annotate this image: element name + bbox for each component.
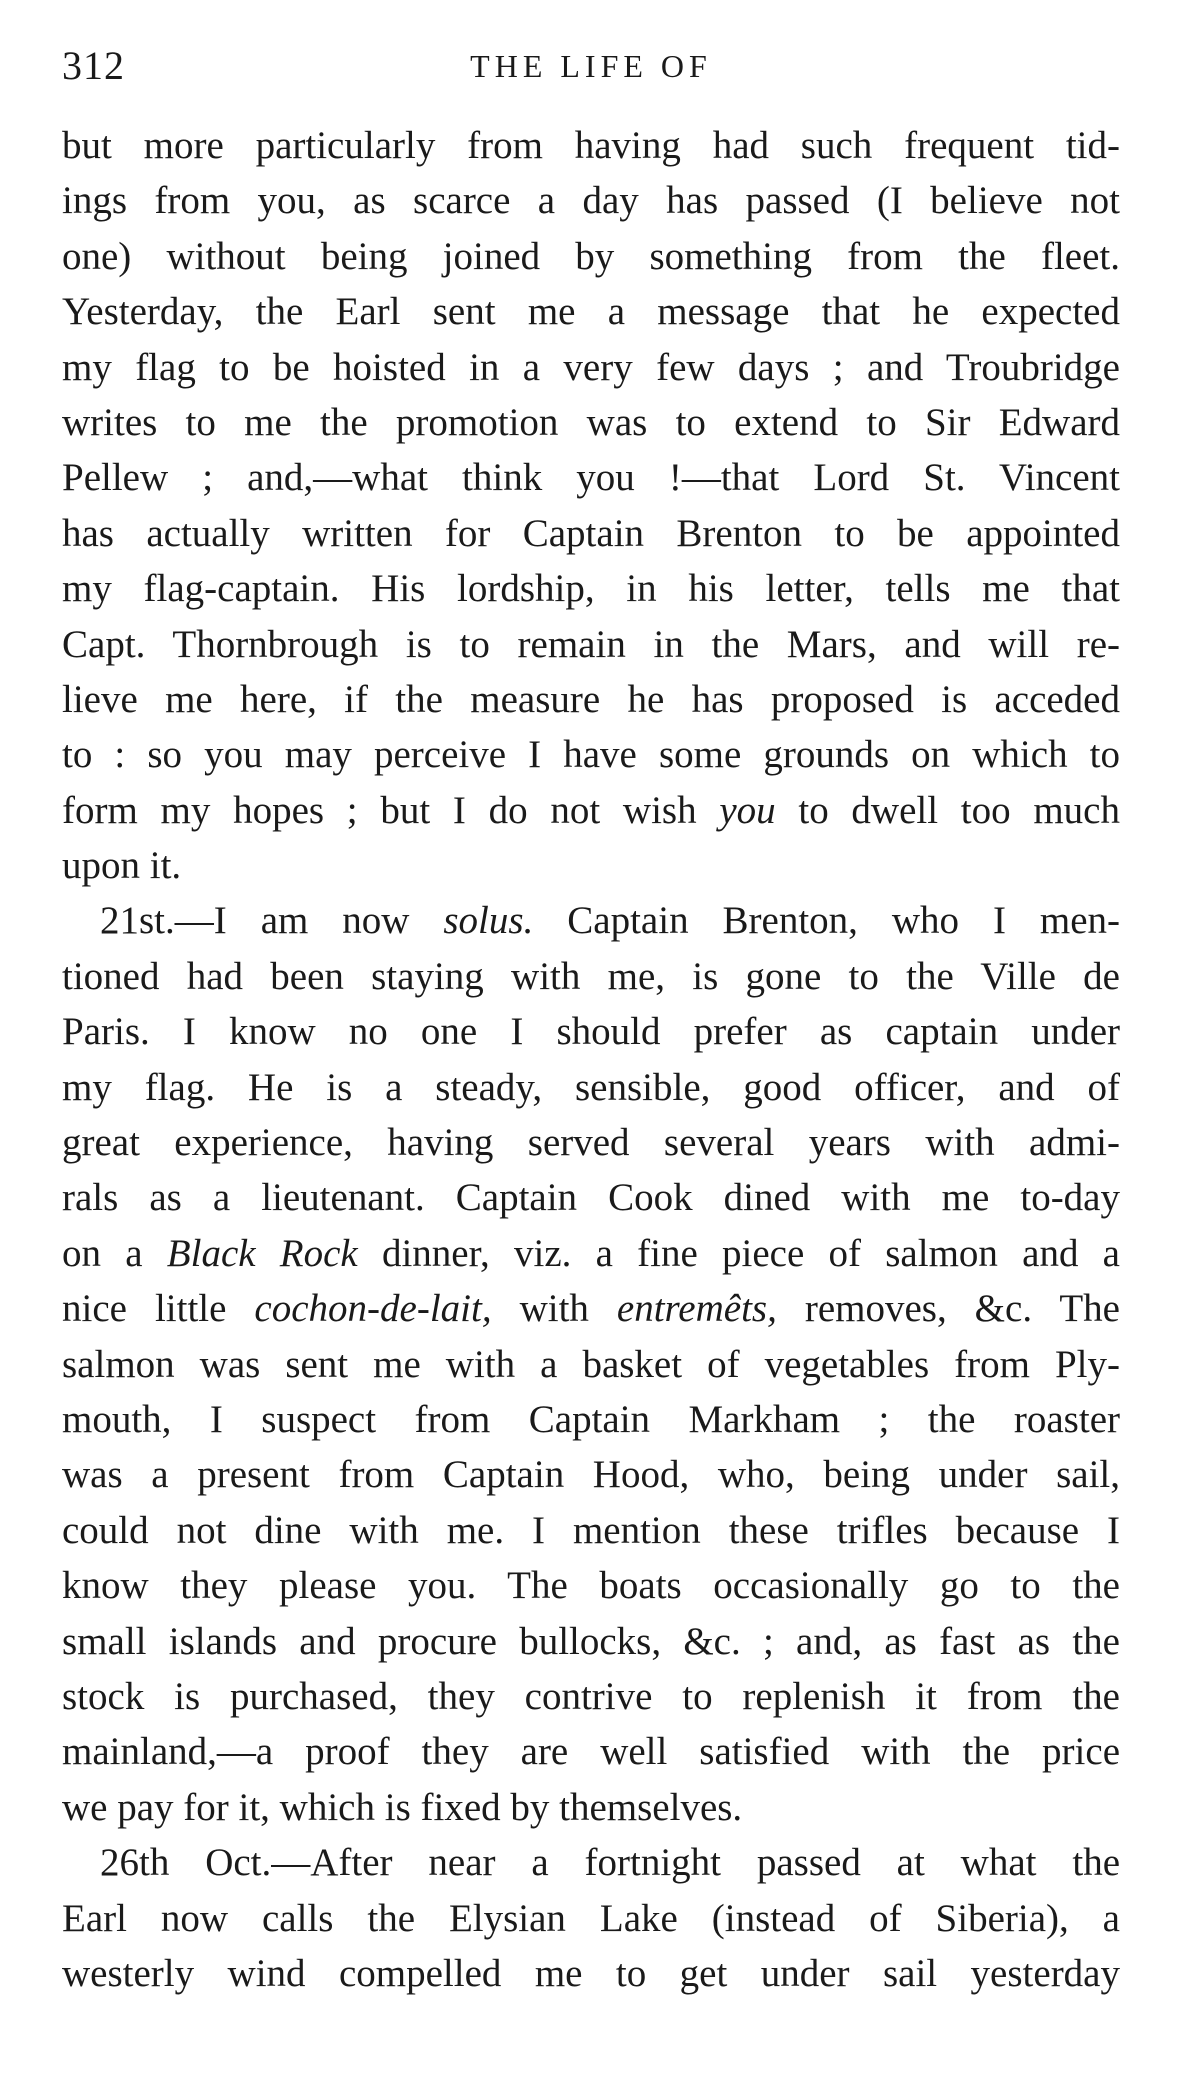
text-line: [62, 893, 1120, 948]
text-segment: Yesterday, the Earl sent me a message that he expected: [62, 290, 1120, 334]
italic-text: entremêts,: [616, 1287, 777, 1331]
italic-text: cochon-de-lait,: [254, 1287, 492, 1331]
text-segment: nice little: [62, 1287, 255, 1331]
text-line: [62, 838, 1120, 893]
text-line: [62, 1724, 1120, 1779]
text-line: [62, 672, 1120, 727]
text-segment: westerly wind compelled me to get under sail yesterday: [62, 1951, 1120, 1995]
text-segment: stock is purchased, they contrive to replenish it from the: [62, 1674, 1120, 1718]
text-segment: small islands and procure bullocks, &c. ; and, as fast as the: [62, 1619, 1120, 1663]
page-number: 312: [62, 43, 125, 88]
text-segment: Pellew ; and,—what think you !—that Lord St. Vincent: [62, 456, 1120, 500]
text-line: [62, 1669, 1120, 1724]
text-segment: but more particularly from having had such frequent tid-: [62, 124, 1120, 167]
text-line: [62, 1281, 1120, 1336]
text-segment: one) without being joined by something from the fleet.: [62, 234, 1120, 278]
text-segment: rals as a lieutenant. Captain Cook dined with me to-day: [62, 1176, 1120, 1220]
italic-text: you: [719, 788, 776, 832]
page-header: [62, 38, 1120, 94]
text-line: [62, 340, 1120, 395]
text-line: [62, 395, 1120, 450]
text-line: [62, 727, 1120, 782]
italic-text: Black Rock: [166, 1231, 358, 1275]
text-line: [62, 1558, 1120, 1613]
text-segment: salmon was sent me with a basket of vegetables from Ply-: [62, 1342, 1120, 1386]
text-line: [62, 783, 1120, 838]
text-segment: mouth, I suspect from Captain Markham ; the roaster: [62, 1397, 1120, 1441]
text-segment: has actually written for Captain Brenton to be appointed: [62, 511, 1120, 555]
text-segment: on a: [62, 1231, 167, 1275]
text-segment: we pay for it, which is fixed by themselves.: [62, 1785, 743, 1829]
text-line: [62, 1004, 1120, 1059]
text-segment: dinner, viz. a fine piece of salmon and a: [357, 1231, 1120, 1275]
text-line: [62, 1946, 1120, 2001]
text-segment: my flag. He is a steady, sensible, good officer, and of: [62, 1065, 1120, 1109]
text-segment: 26th Oct.—After near a fortnight passed at what the: [100, 1841, 1120, 1885]
text-segment: 21st.—I am now: [100, 899, 444, 943]
text-segment: upon it.: [62, 844, 182, 888]
text-line: [62, 450, 1120, 505]
body-text: [62, 118, 1120, 2001]
text-line: [62, 173, 1120, 228]
text-segment: writes to me the promotion was to extend to Sir Edward: [62, 400, 1120, 444]
text-segment: my flag-captain. His lordship, in his letter, tells me that: [62, 567, 1120, 611]
text-line: [62, 1447, 1120, 1502]
text-segment: Captain Brenton, who I men-: [533, 899, 1120, 943]
text-line: [62, 1891, 1120, 1946]
text-line: [62, 1337, 1120, 1392]
text-segment: with: [491, 1287, 617, 1331]
text-segment: ings from you, as scarce a day has passed (I believe not: [62, 179, 1120, 223]
text-segment: know they please you. The boats occasionally go to the: [62, 1564, 1120, 1608]
text-line: [62, 1780, 1120, 1835]
text-segment: to dwell too much: [775, 788, 1120, 832]
text-segment: could not dine with me. I mention these trifles because I: [62, 1508, 1120, 1552]
text-line: [62, 949, 1120, 1004]
text-line: [62, 229, 1120, 284]
text-segment: form my hopes ; but I do not wish: [62, 788, 720, 832]
text-segment: my flag to be hoisted in a very few days ; and Troubridge: [62, 345, 1120, 389]
text-segment: Paris. I know no one I should prefer as captain under: [62, 1010, 1120, 1054]
text-line: [62, 1115, 1120, 1170]
text-line: [62, 561, 1120, 616]
text-line: [62, 1503, 1120, 1558]
text-line: [62, 1060, 1120, 1115]
italic-text: solus.: [443, 899, 534, 943]
text-line: [62, 1835, 1120, 1890]
text-line: [62, 1614, 1120, 1669]
text-line: [62, 1170, 1120, 1225]
text-line: [62, 506, 1120, 561]
text-line: [62, 617, 1120, 672]
text-segment: mainland,—a proof they are well satisfied with the price: [62, 1730, 1120, 1774]
text-segment: was a present from Captain Hood, who, being under sail,: [62, 1453, 1120, 1497]
text-line: [62, 284, 1120, 339]
text-line: [62, 1392, 1120, 1447]
text-line: [62, 1226, 1120, 1281]
text-segment: great experience, having served several years with admi-: [62, 1121, 1120, 1165]
text-segment: Capt. Thornbrough is to remain in the Mars, and will re-: [62, 622, 1120, 666]
running-title: THE LIFE OF: [470, 48, 712, 84]
text-segment: to : so you may perceive I have some grounds on which to: [62, 733, 1120, 777]
text-segment: lieve me here, if the measure he has proposed is acceded: [62, 677, 1120, 721]
text-line: [62, 118, 1120, 173]
text-segment: Earl now calls the Elysian Lake (instead of Siberia), a: [62, 1896, 1120, 1940]
text-segment: removes, &c. The: [776, 1287, 1120, 1331]
text-segment: tioned had been staying with me, is gone to the Ville de: [62, 954, 1120, 998]
